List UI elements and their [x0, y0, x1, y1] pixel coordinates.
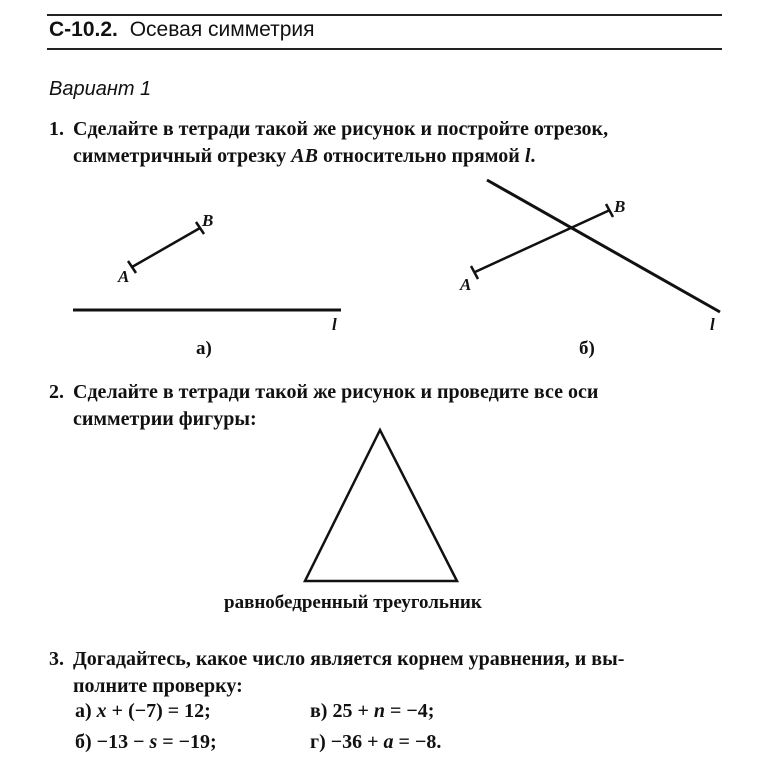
- equation-g: [310, 731, 441, 754]
- triangle-caption: равнобедренный треугольник: [224, 592, 482, 613]
- task-2-line-1: Сделайте в тетради такой же рисунок и проведите все оси: [73, 381, 599, 403]
- fig-a-label-b: B: [202, 211, 214, 230]
- task-1-line-2-text: симметричный отрезку: [73, 145, 292, 167]
- task-1-number: 1.: [49, 118, 64, 140]
- equation-v-var: n: [373, 700, 385, 722]
- task-2-line-2: симметрии фигуры:: [73, 408, 257, 430]
- equation-v-pre: 25 +: [332, 700, 374, 722]
- figure-b: [471, 180, 720, 312]
- equation-g-var: a: [383, 731, 394, 753]
- task-3-line-2: полните проверку:: [73, 675, 243, 697]
- equation-b-label: б): [75, 731, 92, 753]
- task-1-line-2-end: .: [530, 145, 536, 167]
- fig-a-caption: а): [196, 338, 212, 359]
- equation-b-pre: −13 −: [96, 731, 150, 753]
- fig-a-label-l: l: [332, 315, 337, 334]
- equation-b-rest: = −19;: [157, 731, 217, 753]
- equation-v-rest: = −4;: [385, 700, 435, 722]
- figure-a: [73, 222, 341, 310]
- equation-a-var: x: [96, 700, 107, 722]
- equation-g-label: г): [310, 731, 326, 753]
- task-2-number: 2.: [49, 381, 64, 403]
- equation-b: [75, 731, 217, 754]
- task-1-line-1: Сделайте в тетради такой же рисунок и постройте отрезок,: [73, 118, 609, 140]
- fig-b-label-l: l: [710, 315, 715, 334]
- line-l-name: l: [524, 145, 531, 167]
- fig-b-segment-ab: [475, 210, 610, 272]
- fig-b-label-b: B: [614, 197, 626, 216]
- fig-a-segment-ab: [132, 228, 200, 267]
- fig-b-line-l: [487, 180, 720, 312]
- variant-title: Вариант 1: [49, 78, 152, 100]
- task-2: [49, 379, 729, 439]
- equation-v: [310, 700, 434, 723]
- task-3-number: 3.: [49, 648, 64, 670]
- section-code: С-10.2.: [49, 18, 118, 41]
- equation-a-rest: + (−7) = 12;: [106, 700, 211, 722]
- fig-b-tick-a: [471, 266, 478, 279]
- task-3-line-1: Догадайтесь, какое число является корнем уравнения, и вы-: [73, 648, 625, 670]
- equation-g-rest: = −8.: [393, 731, 442, 753]
- equation-v-label: в): [310, 700, 328, 722]
- task-1-line-2-mid: относительно прямой: [317, 145, 525, 167]
- isosceles-triangle: [305, 430, 457, 581]
- equation-a: [75, 700, 211, 723]
- fig-a-label-a: A: [118, 267, 130, 286]
- equation-g-pre: −36 +: [330, 731, 384, 753]
- segment-ab-name: АВ: [291, 145, 318, 167]
- equation-b-var: s: [149, 731, 158, 753]
- task-3: [49, 646, 729, 706]
- fig-b-label-a: A: [460, 275, 472, 294]
- equation-a-label: а): [75, 700, 92, 722]
- fig-b-caption: б): [579, 338, 595, 359]
- section-title: Осевая симметрия: [129, 18, 315, 41]
